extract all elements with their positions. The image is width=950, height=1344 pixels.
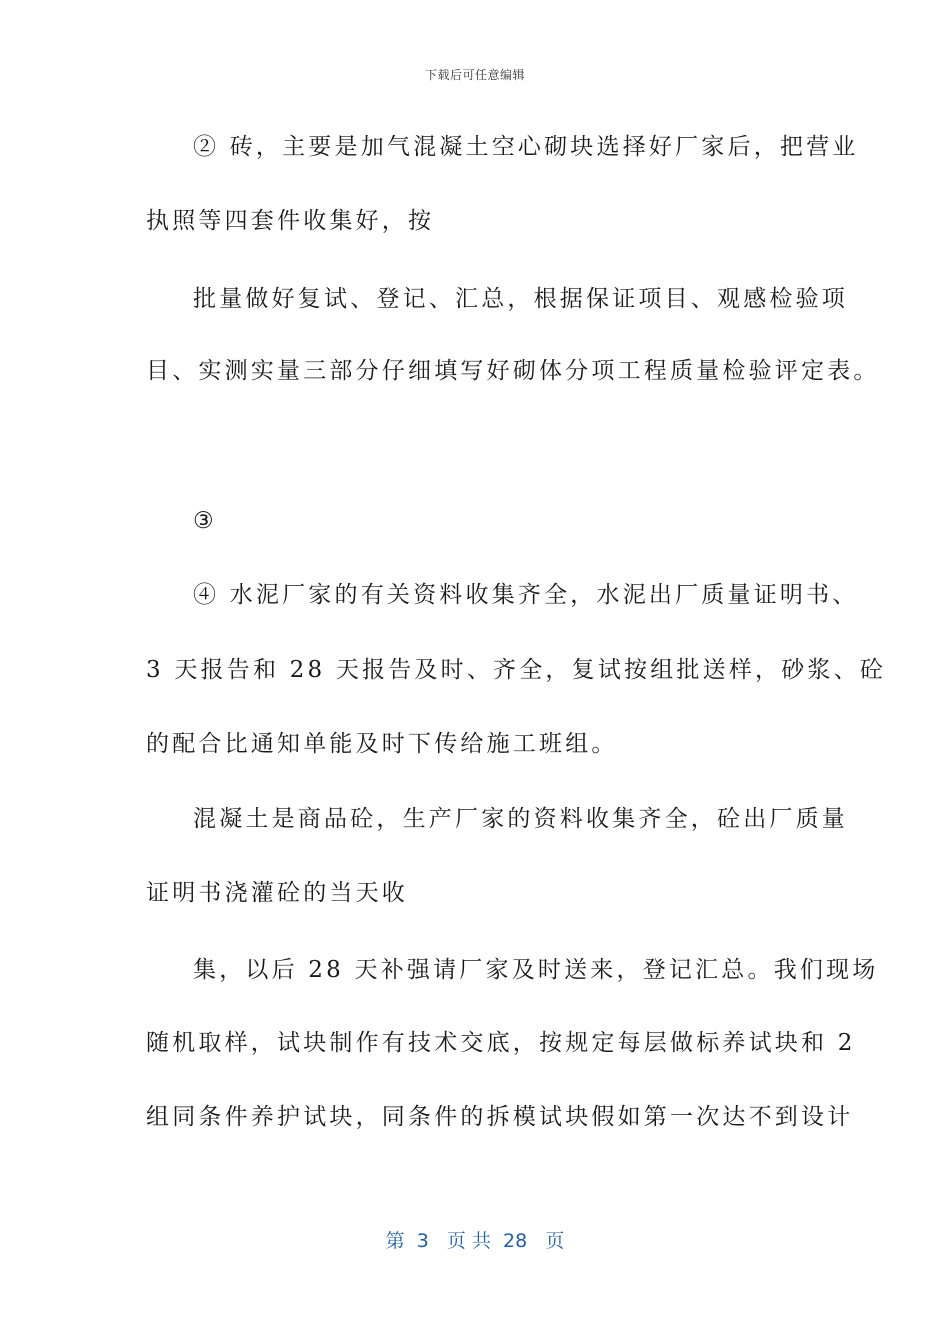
text-line: 3 天报告和 28 天报告及时、齐全，复试按组批送样，砂浆、砼 [146, 657, 887, 683]
page-number: 第 3 页 共 28 页 [385, 1230, 565, 1252]
text-line: ② 砖，主要是加气混凝土空心砌块选择好厂家后，把营业 [193, 134, 859, 160]
text-line: ③ [193, 508, 217, 534]
text-line: 的配合比通知单能及时下传给施工班组。 [146, 731, 618, 757]
text-line: 随机取样，试块制作有技术交底，按规定每层做标养试块和 2 [146, 1030, 856, 1056]
text-line: 集，以后 28 天补强请厂家及时送来，登记汇总。我们现场 [193, 957, 879, 983]
text-line: ④ 水泥厂家的有关资料收集齐全，水泥出厂质量证明书、 [193, 582, 859, 608]
text-line: 混凝土是商品砼，生产厂家的资料收集齐全，砼出厂质量 [193, 806, 848, 832]
text-line: 组同条件养护试块，同条件的拆模试块假如第一次达不到设计 [146, 1104, 854, 1130]
header-note: 下载后可任意编辑 [424, 68, 525, 82]
text-line: 执照等四套件收集好，按 [146, 208, 435, 234]
text-line: 证明书浇灌砼的当天收 [146, 880, 408, 906]
text-line: 批量做好复试、登记、汇总，根据保证项目、观感检验项 [193, 286, 848, 312]
text-line: 目、实测实量三部分仔细填写好砌体分项工程质量检验评定表。 [146, 358, 880, 384]
